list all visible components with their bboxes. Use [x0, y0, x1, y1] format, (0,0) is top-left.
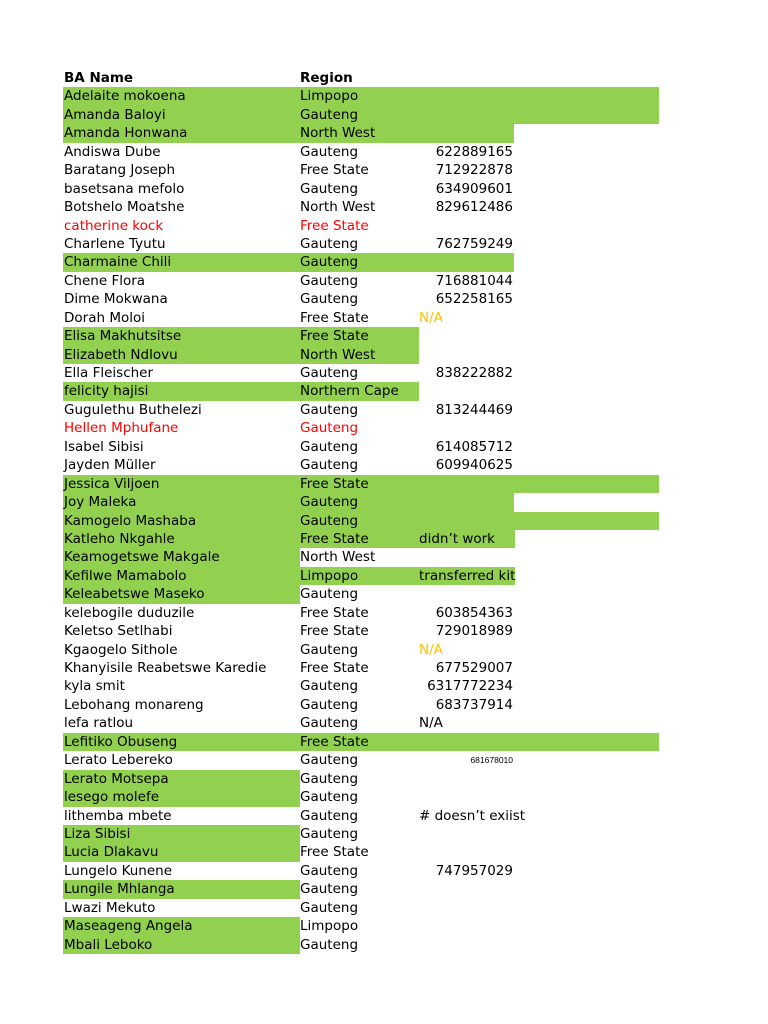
table-row [63, 253, 659, 271]
table-row [63, 843, 659, 861]
spreadsheet [63, 69, 659, 954]
contact-cell[interactable] [418, 475, 514, 493]
region-cell[interactable]: North West [300, 549, 376, 566]
ba-name-cell[interactable]: Elizabeth Ndlovu [63, 346, 300, 364]
contact-cell[interactable]: 838222882 [435, 365, 513, 381]
ba-name-cell[interactable]: Lerato Motsepa [63, 770, 300, 788]
region-cell[interactable]: Gauteng [299, 106, 419, 124]
table-row [63, 493, 659, 511]
spare-cell[interactable] [514, 677, 659, 695]
region-cell[interactable]: Gauteng [300, 715, 359, 732]
table-row [63, 161, 659, 179]
spare-cell[interactable] [514, 641, 659, 659]
table-row [63, 622, 659, 640]
region-cell[interactable]: Gauteng [300, 752, 359, 769]
contact-cell[interactable] [418, 733, 514, 751]
contact-cell[interactable]: 634909601 [435, 180, 513, 197]
ba-name-cell[interactable]: Lwazi Mekuto [64, 899, 156, 916]
spare-cell[interactable] [514, 512, 659, 530]
table-row [63, 309, 659, 327]
table-row [63, 641, 659, 659]
ba-name-cell[interactable]: Hellen Mphufane [64, 420, 179, 437]
contact-cell[interactable]: # doesn’t exiist [419, 807, 526, 824]
table-row [63, 235, 659, 253]
contact-cell[interactable] [418, 825, 514, 843]
ba-name-cell[interactable]: Liza Sibisi [63, 825, 300, 843]
table-row [63, 733, 659, 751]
spare-cell[interactable] [514, 585, 659, 603]
region-cell[interactable]: Gauteng [300, 291, 359, 308]
table-row [63, 862, 659, 880]
contact-cell[interactable]: 813244469 [435, 401, 513, 418]
contact-cell[interactable] [418, 106, 514, 124]
contact-cell[interactable]: 614085712 [435, 438, 513, 455]
spare-cell[interactable] [514, 788, 659, 806]
spare-cell[interactable] [514, 419, 659, 437]
region-cell[interactable]: Free State [299, 327, 419, 345]
table-row [63, 880, 659, 898]
contact-cell[interactable]: 683737914 [435, 696, 513, 713]
region-cell[interactable]: Gauteng [300, 807, 359, 824]
region-cell[interactable]: Gauteng [300, 457, 359, 474]
ba-name-cell[interactable]: Dime Mokwana [64, 291, 168, 308]
table-row [63, 788, 659, 806]
contact-cell[interactable]: 677529007 [435, 660, 513, 676]
spare-cell[interactable] [514, 862, 659, 880]
table-row [63, 475, 659, 493]
spare-cell[interactable] [514, 401, 659, 419]
contact-cell[interactable]: 729018989 [435, 623, 513, 640]
ba-name-cell[interactable]: felicity hajisi [63, 382, 300, 400]
contact-cell[interactable]: 622889165 [435, 143, 513, 160]
region-cell[interactable]: North West [299, 346, 419, 364]
ba-name-cell[interactable]: Katleho Nkgahle [63, 530, 300, 548]
region-cell[interactable]: Free State [300, 844, 369, 861]
table-row [63, 751, 659, 769]
table-row [63, 290, 659, 308]
contact-cell[interactable] [418, 419, 514, 437]
spare-cell[interactable] [514, 733, 659, 751]
table-row [63, 770, 659, 788]
spare-cell[interactable] [514, 235, 659, 253]
table-row [63, 327, 659, 345]
table-row [63, 825, 659, 843]
ba-name-cell[interactable]: Lucia Dlakavu [63, 843, 300, 861]
contact-cell[interactable] [418, 493, 514, 511]
table-row [63, 512, 659, 530]
ba-name-cell[interactable]: Joy Maleka [63, 493, 300, 511]
contact-cell[interactable]: 6317772234 [427, 678, 513, 695]
region-cell[interactable]: Free State [300, 623, 369, 640]
spare-cell[interactable] [514, 917, 659, 935]
spare-cell[interactable] [514, 87, 659, 105]
contact-cell[interactable] [418, 936, 514, 954]
spare-cell[interactable] [514, 438, 659, 456]
contact-cell[interactable] [418, 548, 514, 566]
region-cell[interactable]: Free State [300, 660, 369, 676]
region-cell[interactable]: Northern Cape [299, 382, 419, 400]
table-row [63, 124, 659, 142]
contact-cell[interactable]: N/A [419, 309, 443, 326]
table-row [63, 143, 659, 161]
contact-cell[interactable]: transferred kit [419, 567, 516, 584]
ba-name-cell[interactable]: basetsana mefolo [64, 180, 185, 197]
region-cell[interactable]: Free State [300, 162, 369, 179]
spare-cell[interactable] [514, 714, 659, 732]
contact-cell[interactable]: 609940625 [435, 457, 513, 474]
ba-name-cell[interactable]: Maseageng Angela [63, 917, 300, 935]
region-cell[interactable]: Gauteng [300, 789, 359, 806]
table-row [63, 604, 659, 622]
region-cell[interactable]: Gauteng [300, 586, 359, 603]
contact-cell[interactable] [418, 917, 514, 935]
region-cell[interactable]: Gauteng [300, 438, 359, 455]
contact-cell[interactable]: 762759249 [435, 235, 513, 252]
ba-name-cell[interactable]: kelebogile duduzile [64, 604, 195, 621]
header-ba-name[interactable]: BA Name [64, 70, 134, 86]
region-cell[interactable]: Free State [299, 530, 419, 548]
spare-cell[interactable] [514, 198, 659, 216]
contact-cell[interactable] [418, 770, 514, 788]
ba-name-cell[interactable]: lesego molefe [63, 788, 300, 806]
spare-cell[interactable] [514, 217, 659, 235]
table-row [63, 180, 659, 198]
contact-cell[interactable] [418, 843, 514, 861]
table-row [63, 917, 659, 935]
spare-cell[interactable] [514, 622, 659, 640]
region-cell[interactable]: Free State [299, 733, 419, 751]
contact-cell[interactable] [418, 124, 514, 142]
spare-cell[interactable] [514, 567, 659, 585]
ba-name-cell[interactable]: Chene Flora [64, 272, 146, 289]
contact-cell[interactable] [418, 346, 514, 364]
contact-cell[interactable]: 603854363 [435, 604, 513, 621]
spare-cell[interactable] [514, 604, 659, 622]
spare-cell[interactable] [514, 825, 659, 843]
region-cell[interactable]: Gauteng [300, 936, 359, 953]
ba-name-cell[interactable]: kyla smit [64, 678, 125, 695]
spare-cell[interactable] [514, 899, 659, 917]
ba-name-cell[interactable]: Lerato Lebereko [64, 752, 173, 769]
region-cell[interactable]: Gauteng [300, 365, 359, 381]
ba-name-cell[interactable]: Keamogetswe Makgale [63, 548, 300, 566]
region-cell[interactable]: Gauteng [300, 825, 359, 842]
region-cell[interactable]: Free State [300, 309, 369, 326]
ba-name-cell[interactable]: Kgaogelo Sithole [64, 641, 178, 658]
region-cell[interactable]: Gauteng [299, 253, 419, 271]
contact-cell[interactable]: 681678010 [470, 755, 513, 766]
spare-cell[interactable] [514, 309, 659, 327]
contact-cell[interactable]: 712922878 [435, 162, 513, 179]
region-cell[interactable]: North West [300, 199, 376, 216]
spare-cell[interactable] [514, 880, 659, 898]
spare-cell[interactable] [514, 456, 659, 474]
header-row [63, 69, 659, 87]
contact-cell[interactable]: N/A [419, 641, 443, 658]
region-cell[interactable]: Limpopo [300, 918, 359, 935]
ba-name-cell[interactable]: Amanda Baloyi [63, 106, 300, 124]
contact-cell[interactable] [418, 87, 514, 105]
table-row [63, 401, 659, 419]
ba-name-cell[interactable]: Lungelo Kunene [64, 862, 173, 879]
contact-cell[interactable]: 747957029 [435, 862, 513, 879]
region-cell[interactable]: Free State [300, 217, 369, 234]
ba-name-cell[interactable]: Lefitiko Obuseng [63, 733, 300, 751]
ba-name-cell[interactable]: Isabel Sibisi [64, 438, 144, 455]
ba-name-cell[interactable]: Kefilwe Mamabolo [63, 567, 300, 585]
spare-cell[interactable] [514, 180, 659, 198]
spare-cell[interactable] [514, 936, 659, 954]
spare-cell[interactable] [514, 475, 659, 493]
ba-name-cell[interactable]: Ella Fleischer [64, 365, 154, 381]
ba-name-cell[interactable]: Charmaine Chili [63, 253, 300, 271]
spare-cell[interactable] [514, 124, 659, 142]
table-row [63, 567, 659, 585]
region-cell[interactable]: Gauteng [300, 420, 359, 437]
contact-cell[interactable]: N/A [419, 715, 443, 732]
contact-cell[interactable] [418, 788, 514, 806]
table-row [63, 106, 659, 124]
spare-cell[interactable] [514, 364, 659, 382]
ba-name-cell[interactable]: Dorah Moloi [64, 309, 145, 326]
table-row [63, 438, 659, 456]
spare-cell[interactable] [514, 530, 659, 548]
ba-name-cell[interactable]: Lebohang monareng [64, 696, 204, 713]
table-row [63, 272, 659, 290]
data-rows [63, 87, 659, 954]
spare-cell[interactable] [514, 272, 659, 290]
ba-name-cell[interactable]: lefa ratlou [64, 715, 134, 732]
ba-name-cell[interactable]: Charlene Tyutu [64, 235, 166, 252]
ba-name-cell[interactable]: lithemba mbete [64, 807, 172, 824]
region-cell[interactable]: Gauteng [300, 180, 359, 197]
region-cell[interactable]: Gauteng [300, 641, 359, 658]
region-cell[interactable]: Gauteng [300, 678, 359, 695]
region-cell[interactable]: Gauteng [300, 770, 359, 787]
spare-cell[interactable] [514, 659, 659, 677]
contact-cell[interactable] [418, 253, 514, 271]
ba-name-cell[interactable]: Khanyisile Reabetswe Karedie [64, 660, 267, 676]
spare-cell[interactable] [514, 843, 659, 861]
contact-cell[interactable]: 829612486 [435, 199, 513, 216]
table-row [63, 714, 659, 732]
table-row [63, 530, 659, 548]
spare-cell[interactable] [514, 253, 659, 271]
contact-cell[interactable] [418, 585, 514, 603]
ba-name-cell[interactable]: Botshelo Moatshe [64, 199, 185, 216]
spare-cell[interactable] [514, 770, 659, 788]
table-row [63, 382, 659, 400]
table-row [63, 456, 659, 474]
region-cell[interactable]: Gauteng [300, 899, 359, 916]
spare-cell[interactable] [514, 290, 659, 308]
spare-cell[interactable] [514, 548, 659, 566]
region-cell[interactable]: Gauteng [300, 143, 359, 160]
region-cell[interactable]: Free State [300, 604, 369, 621]
region-cell[interactable]: Gauteng [300, 881, 359, 898]
ba-name-cell[interactable]: Adelaite mokoena [63, 87, 300, 105]
contact-cell[interactable] [418, 382, 514, 400]
contact-cell[interactable]: 652258165 [435, 291, 513, 308]
table-row [63, 548, 659, 566]
contact-cell[interactable] [418, 327, 514, 345]
ba-name-cell[interactable]: Lungile Mhlanga [63, 880, 300, 898]
table-row [63, 899, 659, 917]
spare-cell[interactable] [514, 382, 659, 400]
spare-cell[interactable] [514, 327, 659, 345]
ba-name-cell[interactable]: Mbali Leboko [63, 936, 300, 954]
table-row [63, 677, 659, 695]
ba-name-cell[interactable]: Baratang Joseph [64, 162, 176, 179]
ba-name-cell[interactable]: Jayden Müller [64, 457, 156, 474]
table-row [63, 419, 659, 437]
ba-name-cell[interactable]: Keleabetswe Maseko [63, 585, 300, 603]
spare-cell[interactable] [514, 346, 659, 364]
table-row [63, 659, 659, 677]
table-row [63, 807, 659, 825]
table-row [63, 346, 659, 364]
table-row [63, 198, 659, 216]
table-row [63, 364, 659, 382]
spare-cell[interactable] [514, 751, 659, 769]
header-region[interactable]: Region [300, 70, 353, 86]
region-cell[interactable]: North West [299, 124, 419, 142]
contact-cell[interactable] [418, 217, 514, 235]
spare-cell[interactable] [514, 143, 659, 161]
region-cell[interactable]: Gauteng [299, 512, 419, 530]
spare-cell[interactable] [514, 106, 659, 124]
region-cell[interactable]: Gauteng [299, 493, 419, 511]
table-row [63, 217, 659, 235]
ba-name-cell[interactable]: Kamogelo Mashaba [63, 512, 300, 530]
contact-cell[interactable]: didn’t work [418, 530, 515, 548]
region-cell[interactable]: Gauteng [300, 272, 359, 289]
region-cell[interactable]: Limpopo [299, 567, 419, 585]
region-cell[interactable]: Gauteng [300, 401, 359, 418]
table-row [63, 936, 659, 954]
region-cell[interactable]: Free State [299, 475, 419, 493]
table-row [63, 87, 659, 105]
region-cell[interactable]: Gauteng [300, 235, 359, 252]
spare-cell[interactable] [514, 807, 659, 825]
spare-cell[interactable] [514, 696, 659, 714]
contact-cell[interactable] [418, 880, 514, 898]
table-row [63, 696, 659, 714]
spare-cell[interactable] [514, 161, 659, 179]
contact-cell[interactable] [418, 899, 514, 917]
contact-cell[interactable]: 716881044 [435, 272, 513, 289]
spare-cell[interactable] [514, 493, 659, 511]
table-row [63, 585, 659, 603]
contact-cell[interactable] [418, 512, 514, 530]
region-cell[interactable]: Limpopo [299, 87, 419, 105]
ba-name-cell[interactable]: Amanda Honwana [63, 124, 300, 142]
ba-name-cell[interactable]: Gugulethu Buthelezi [64, 401, 202, 418]
ba-name-cell[interactable]: Andiswa Dube [64, 143, 161, 160]
ba-name-cell[interactable]: Jessica Viljoen [63, 475, 300, 493]
region-cell[interactable]: Gauteng [300, 696, 359, 713]
ba-name-cell[interactable]: Elisa Makhutsitse [63, 327, 300, 345]
ba-name-cell[interactable]: catherine kock [64, 217, 164, 234]
ba-name-cell[interactable]: Keletso Setlhabi [64, 623, 173, 640]
region-cell[interactable]: Gauteng [300, 862, 359, 879]
